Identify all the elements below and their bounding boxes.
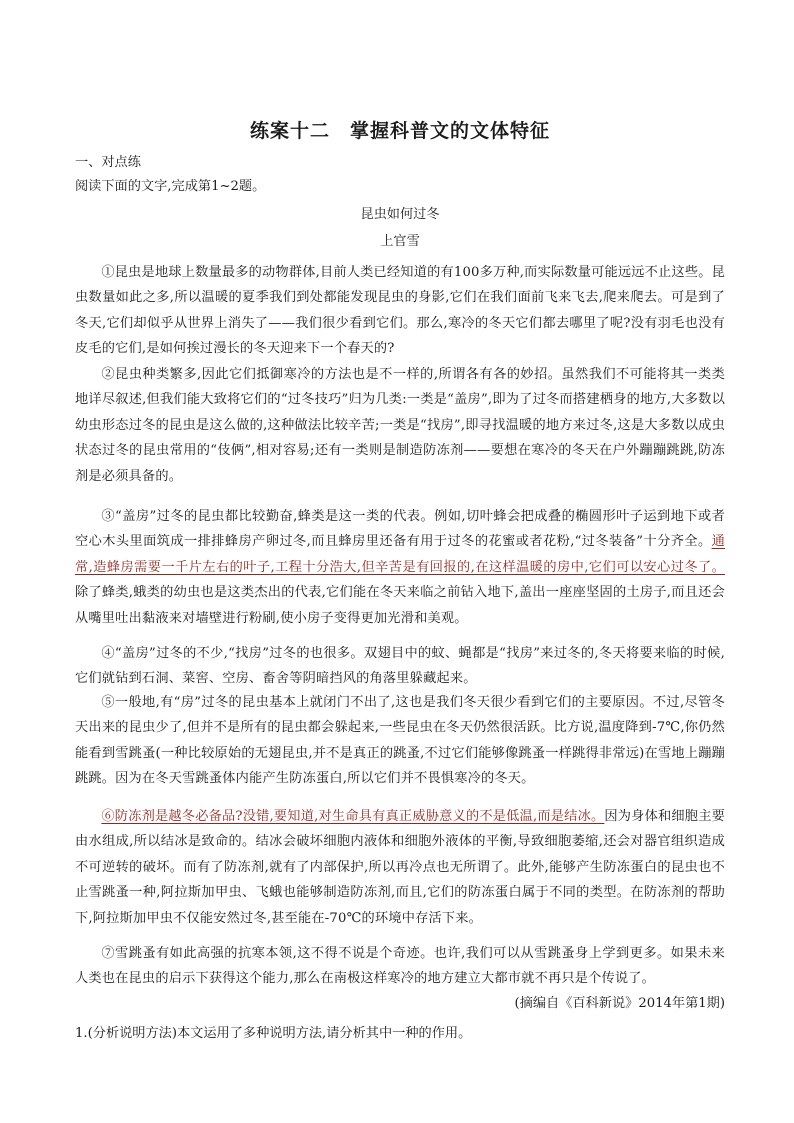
paragraph-6 (75, 804, 725, 931)
article-source: (摘编自《百科新说》2014年第1期) (514, 996, 725, 1011)
paragraph-6-highlight: ⑥防冻剂是越冬必备品?没错,要知道,对生命具有真正威胁意义的不是低温,而是结冰。 (101, 809, 605, 824)
article-author: 上官雪 (380, 234, 420, 249)
paragraph-6-text: 因为身体和细胞主要由水组成,所以结冰是致命的。结冰会破坏细胞内液体和细胞外液体的平衡,导致细胞萎缩,还会对器官组织造成不可逆转的破坏。而有了防冻剂,就有了内部保护,所以再冷点也无所谓了。此外,能够产生防冻蛋白的昆虫也不止雪跳蚤一种,阿拉斯加甲虫、飞蛾也能够制造防冻剂,而且,它们的防冻蛋白属于不同的类型。在防冻剂的帮助下,阿拉斯加甲虫不仅能安然过冬,甚至能在-70℃的环境中存活下来。 (75, 809, 725, 926)
paragraph-4: ④“盖房”过冬的不少,“找房”过冬的也很多。双翅目中的蚊、蝇都是“找房”来过冬的,冬天将要来临的时候,它们就钻到石洞、菜窖、空房、畜舍等阴暗挡风的角落里躲藏起来。 (75, 646, 725, 687)
question-1: 1.(分析说明方法)本文运用了多种说明方法,请分析其中一种的作用。 (75, 1026, 472, 1041)
paragraph-7: ⑦雪跳蚤有如此高强的抗寒本领,这不得不说是个奇迹。也许,我们可以从雪跳蚤身上学到更多。如果未来人类也在昆虫的启示下获得这个能力,那么在南极这样寒冷的地方建立大都市就不再只是个传说了。 (75, 946, 725, 987)
paragraph-2 (75, 362, 725, 489)
paragraph-1: ①昆虫是地球上数量最多的动物群体,目前人类已经知道的有100多万种,而实际数量可能远远不止这些。昆虫数量如此之多,所以温暖的夏季我们到处都能发现昆虫的身影,它们在我们面前飞来飞去,爬来爬去。可是到了冬天,它们却似乎从世界上消失了——我们很少看到它们。那么,寒冷的冬天它们都去哪里了呢?没有羽毛也没有皮毛的它们,是如何挨过漫长的冬天迎来下一个春天的? (75, 265, 725, 357)
article-title: 昆虫如何过冬 (360, 207, 440, 222)
document-page (75, 0, 725, 1123)
reading-instruction: 阅读下面的文字,完成第1~2题。 (75, 179, 266, 194)
paragraph-3-highlight: 通常,造蜂房需要一千片左右的叶子,工程十分浩大,但辛苦是有回报的,在这样温暖的房中,它们可以安心过冬了。 (75, 534, 725, 575)
paragraph-3-text-a: ③“盖房”过冬的昆虫都比较勤奋,蜂类是这一类的代表。例如,切叶蜂会把成叠的椭圆形叶子运到地下或者空心木头里面筑成一排排蜂房产卵过冬,而且蜂房里还备有用于过冬的花蜜或者花粉,“过冬装备”十分齐全。 (75, 509, 725, 550)
paragraph-5: ⑤一般地,有“房”过冬的昆虫基本上就闭门不出了,这也是我们冬天很少看到它们的主要原因。不过,尽管冬天出来的昆虫少了,但并不是所有的昆虫都会躲起来,一些昆虫在冬天仍然很活跃。比方说,温度降到-7℃,你仍然能看到雪跳蚤(一种比较原始的无翅昆虫,并不是真正的跳蚤,不过它们能够像跳蚤一样跳得非常远)在雪地上蹦蹦跳跳。因为在冬天雪跳蚤体内能产生防冻蛋白,所以它们并不畏惧寒冷的冬天。 (75, 695, 725, 787)
paragraph-3-text-b: 除了蜂类,蛾类的幼虫也是这类杰出的代表,它们能在冬天来临之前钻入地下,盖出一座座坚固的土房子,而且还会从嘴里吐出黏液来对墙壁进行粉刷,使小房子变得更加光滑和美观。 (75, 585, 725, 626)
paragraph-3 (75, 504, 725, 631)
paragraph-2-text: ②昆虫种类繁多,因此它们抵御寒冷的方法也是不一样的,所谓各有各的妙招。虽然我们不可能将其一类类地详尽叙述,但我们能大致将它们的“过冬技巧”归为几类:一类是“盖房”,即为了过冬而搭建栖身的地方,大多数以幼虫形态过冬的昆虫是这么做的,这种做法比较辛苦;一类是“找房”,即寻找温暖的地方来过冬,这是大多数以成虫状态过冬的昆虫常用的“伎俩”,相对容易;还有一类则是制造防冻剂——要想在寒冷的冬天在户外蹦蹦跳跳,防冻剂是必须具备的。 (75, 367, 725, 484)
page-title: 练案十二 掌握科普文的文体特征 (249, 120, 550, 142)
section-heading: 一、对点练 (75, 155, 141, 170)
